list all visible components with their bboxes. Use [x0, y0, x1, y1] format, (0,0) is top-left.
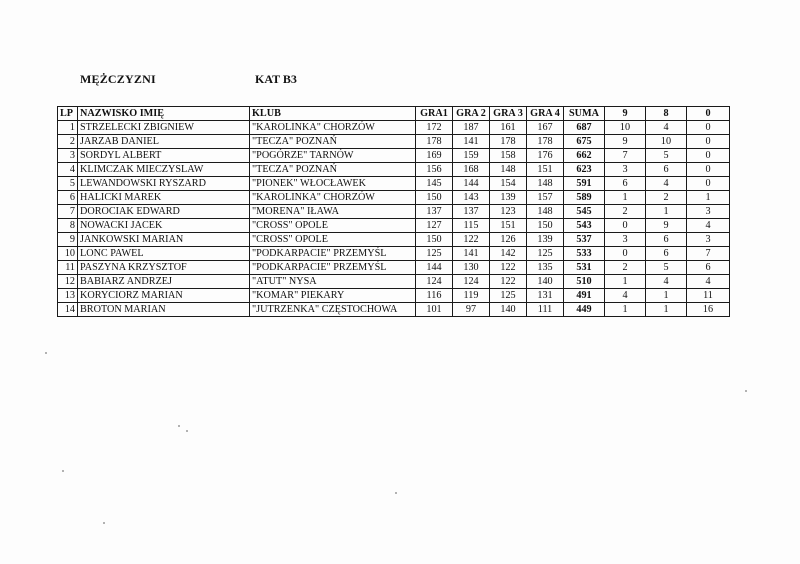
- cell-eights: 5: [646, 261, 687, 275]
- cell-game4: 167: [527, 121, 564, 135]
- cell-game1: 125: [416, 247, 453, 261]
- cell-nines: 1: [605, 303, 646, 317]
- scan-speck: [178, 425, 180, 427]
- table-row: [58, 135, 730, 149]
- col-game3: GRA 3: [490, 107, 527, 121]
- cell-eights: 4: [646, 121, 687, 135]
- table-row: [58, 303, 730, 317]
- cell-game4: 111: [527, 303, 564, 317]
- table-row: [58, 247, 730, 261]
- cell-game3: 151: [490, 219, 527, 233]
- cell-lp: 13: [58, 289, 78, 303]
- scan-speck: [186, 430, 188, 432]
- cell-nines: 0: [605, 247, 646, 261]
- cell-game2: 141: [453, 135, 490, 149]
- cell-game2: 119: [453, 289, 490, 303]
- cell-lp: 12: [58, 275, 78, 289]
- col-lp: LP: [58, 107, 78, 121]
- cell-zeros: 4: [687, 219, 730, 233]
- cell-nines: 6: [605, 177, 646, 191]
- cell-game2: 137: [453, 205, 490, 219]
- table-row: [58, 261, 730, 275]
- cell-eights: 9: [646, 219, 687, 233]
- cell-lp: 3: [58, 149, 78, 163]
- table-row: [58, 149, 730, 163]
- cell-zeros: 0: [687, 177, 730, 191]
- cell-eights: 6: [646, 233, 687, 247]
- col-game2: GRA 2: [453, 107, 490, 121]
- cell-sum: 543: [564, 219, 605, 233]
- cell-game4: 148: [527, 177, 564, 191]
- cell-name: NOWACKI JACEK: [78, 219, 250, 233]
- scan-speck: [62, 470, 64, 472]
- cell-nines: 1: [605, 275, 646, 289]
- cell-club: "KAROLINKA" CHORZÓW: [250, 121, 416, 135]
- cell-sum: 545: [564, 205, 605, 219]
- cell-name: LEWANDOWSKI RYSZARD: [78, 177, 250, 191]
- cell-name: HALICKI MAREK: [78, 191, 250, 205]
- cell-name: KLIMCZAK MIECZYSLAW: [78, 163, 250, 177]
- table-body: [58, 121, 730, 317]
- cell-zeros: 7: [687, 247, 730, 261]
- cell-game4: 131: [527, 289, 564, 303]
- cell-game4: 178: [527, 135, 564, 149]
- cell-game3: 161: [490, 121, 527, 135]
- col-eights: 8: [646, 107, 687, 121]
- cell-game4: 150: [527, 219, 564, 233]
- scan-speck: [103, 522, 105, 524]
- col-zeros: 0: [687, 107, 730, 121]
- cell-zeros: 11: [687, 289, 730, 303]
- cell-game4: 140: [527, 275, 564, 289]
- cell-sum: 675: [564, 135, 605, 149]
- cell-game3: 148: [490, 163, 527, 177]
- col-name: NAZWISKO IMIĘ: [78, 107, 250, 121]
- cell-zeros: 0: [687, 163, 730, 177]
- cell-game1: 178: [416, 135, 453, 149]
- cell-sum: 589: [564, 191, 605, 205]
- cell-name: STRZELECKI ZBIGNIEW: [78, 121, 250, 135]
- table-row: [58, 205, 730, 219]
- cell-zeros: 3: [687, 205, 730, 219]
- cell-zeros: 16: [687, 303, 730, 317]
- category-code: KAT B3: [255, 72, 297, 86]
- table-row: [58, 219, 730, 233]
- cell-game2: 130: [453, 261, 490, 275]
- table-row: [58, 191, 730, 205]
- cell-lp: 1: [58, 121, 78, 135]
- cell-game2: 124: [453, 275, 490, 289]
- cell-club: "KOMAR" PIEKARY: [250, 289, 416, 303]
- cell-game2: 144: [453, 177, 490, 191]
- cell-nines: 0: [605, 219, 646, 233]
- cell-game1: 116: [416, 289, 453, 303]
- cell-nines: 3: [605, 163, 646, 177]
- cell-sum: 662: [564, 149, 605, 163]
- cell-club: "CROSS" OPOLE: [250, 233, 416, 247]
- table-row: [58, 275, 730, 289]
- cell-game3: 126: [490, 233, 527, 247]
- cell-lp: 14: [58, 303, 78, 317]
- cell-sum: 687: [564, 121, 605, 135]
- cell-game4: 139: [527, 233, 564, 247]
- cell-game2: 143: [453, 191, 490, 205]
- cell-lp: 5: [58, 177, 78, 191]
- cell-club: "ATUT" NYSA: [250, 275, 416, 289]
- cell-sum: 623: [564, 163, 605, 177]
- cell-game1: 101: [416, 303, 453, 317]
- cell-eights: 5: [646, 149, 687, 163]
- cell-eights: 1: [646, 303, 687, 317]
- cell-club: "JUTRZENKA" CZĘSTOCHOWA: [250, 303, 416, 317]
- cell-lp: 8: [58, 219, 78, 233]
- cell-lp: 4: [58, 163, 78, 177]
- cell-nines: 10: [605, 121, 646, 135]
- cell-name: BROTON MARIAN: [78, 303, 250, 317]
- cell-club: "TECZA" POZNAŃ: [250, 163, 416, 177]
- cell-zeros: 0: [687, 135, 730, 149]
- cell-game4: 176: [527, 149, 564, 163]
- cell-game4: 151: [527, 163, 564, 177]
- cell-name: SORDYL ALBERT: [78, 149, 250, 163]
- cell-game1: 150: [416, 233, 453, 247]
- cell-game4: 148: [527, 205, 564, 219]
- table-row: [58, 233, 730, 247]
- cell-game2: 97: [453, 303, 490, 317]
- cell-sum: 533: [564, 247, 605, 261]
- cell-eights: 4: [646, 177, 687, 191]
- cell-game1: 172: [416, 121, 453, 135]
- cell-game2: 187: [453, 121, 490, 135]
- cell-nines: 2: [605, 205, 646, 219]
- cell-game1: 144: [416, 261, 453, 275]
- cell-lp: 9: [58, 233, 78, 247]
- table-row: [58, 163, 730, 177]
- cell-game1: 124: [416, 275, 453, 289]
- cell-club: "TECZA" POZNAŃ: [250, 135, 416, 149]
- cell-club: "CROSS" OPOLE: [250, 219, 416, 233]
- scan-speck: [745, 390, 747, 392]
- cell-game3: 122: [490, 275, 527, 289]
- cell-club: "PIONEK" WŁOCŁAWEK: [250, 177, 416, 191]
- cell-name: JANKOWSKI MARIAN: [78, 233, 250, 247]
- col-game4: GRA 4: [527, 107, 564, 121]
- cell-sum: 491: [564, 289, 605, 303]
- cell-game2: 168: [453, 163, 490, 177]
- cell-game1: 169: [416, 149, 453, 163]
- cell-zeros: 6: [687, 261, 730, 275]
- cell-game3: 178: [490, 135, 527, 149]
- cell-eights: 6: [646, 163, 687, 177]
- cell-lp: 6: [58, 191, 78, 205]
- cell-name: KORYCIORZ MARIAN: [78, 289, 250, 303]
- cell-name: DOROCIAK EDWARD: [78, 205, 250, 219]
- cell-zeros: 4: [687, 275, 730, 289]
- cell-club: "POGÓRZE" TARNÓW: [250, 149, 416, 163]
- cell-sum: 591: [564, 177, 605, 191]
- cell-eights: 10: [646, 135, 687, 149]
- cell-game1: 137: [416, 205, 453, 219]
- cell-eights: 4: [646, 275, 687, 289]
- scan-speck: [395, 492, 397, 494]
- table-row: [58, 289, 730, 303]
- cell-zeros: 1: [687, 191, 730, 205]
- cell-zeros: 3: [687, 233, 730, 247]
- cell-nines: 7: [605, 149, 646, 163]
- cell-game3: 139: [490, 191, 527, 205]
- table-header-row: [58, 107, 730, 121]
- cell-sum: 510: [564, 275, 605, 289]
- cell-name: LONC PAWEL: [78, 247, 250, 261]
- cell-game2: 115: [453, 219, 490, 233]
- cell-game1: 127: [416, 219, 453, 233]
- col-club: KLUB: [250, 107, 416, 121]
- cell-nines: 2: [605, 261, 646, 275]
- cell-club: "MORENA" IŁAWA: [250, 205, 416, 219]
- cell-nines: 1: [605, 191, 646, 205]
- cell-nines: 9: [605, 135, 646, 149]
- cell-lp: 10: [58, 247, 78, 261]
- cell-sum: 531: [564, 261, 605, 275]
- cell-lp: 11: [58, 261, 78, 275]
- cell-game3: 154: [490, 177, 527, 191]
- cell-zeros: 0: [687, 121, 730, 135]
- col-sum: SUMA: [564, 107, 605, 121]
- cell-game4: 135: [527, 261, 564, 275]
- cell-game3: 122: [490, 261, 527, 275]
- cell-game2: 122: [453, 233, 490, 247]
- cell-eights: 6: [646, 247, 687, 261]
- cell-eights: 1: [646, 205, 687, 219]
- cell-zeros: 0: [687, 149, 730, 163]
- cell-game3: 158: [490, 149, 527, 163]
- cell-club: "KAROLINKA" CHORZÓW: [250, 191, 416, 205]
- cell-lp: 2: [58, 135, 78, 149]
- cell-game1: 150: [416, 191, 453, 205]
- cell-game4: 157: [527, 191, 564, 205]
- cell-eights: 2: [646, 191, 687, 205]
- cell-game3: 140: [490, 303, 527, 317]
- category-title: MĘŻCZYZNI: [80, 72, 156, 86]
- cell-name: JARZAB DANIEL: [78, 135, 250, 149]
- col-nines: 9: [605, 107, 646, 121]
- table-row: [58, 177, 730, 191]
- cell-sum: 449: [564, 303, 605, 317]
- cell-game2: 141: [453, 247, 490, 261]
- cell-nines: 4: [605, 289, 646, 303]
- col-game1: GRA1: [416, 107, 453, 121]
- cell-eights: 1: [646, 289, 687, 303]
- cell-name: BABIARZ ANDRZEJ: [78, 275, 250, 289]
- cell-sum: 537: [564, 233, 605, 247]
- scan-speck: [45, 352, 47, 354]
- cell-nines: 3: [605, 233, 646, 247]
- cell-game1: 156: [416, 163, 453, 177]
- cell-game3: 123: [490, 205, 527, 219]
- cell-game2: 159: [453, 149, 490, 163]
- table-row: [58, 121, 730, 135]
- results-table: [57, 106, 730, 317]
- cell-club: "PODKARPACIE" PRZEMYŚL: [250, 261, 416, 275]
- cell-game3: 125: [490, 289, 527, 303]
- cell-game1: 145: [416, 177, 453, 191]
- cell-lp: 7: [58, 205, 78, 219]
- cell-club: "PODKARPACIE" PRZEMYŚL: [250, 247, 416, 261]
- cell-name: PASZYNA KRZYSZTOF: [78, 261, 250, 275]
- cell-game3: 142: [490, 247, 527, 261]
- cell-game4: 125: [527, 247, 564, 261]
